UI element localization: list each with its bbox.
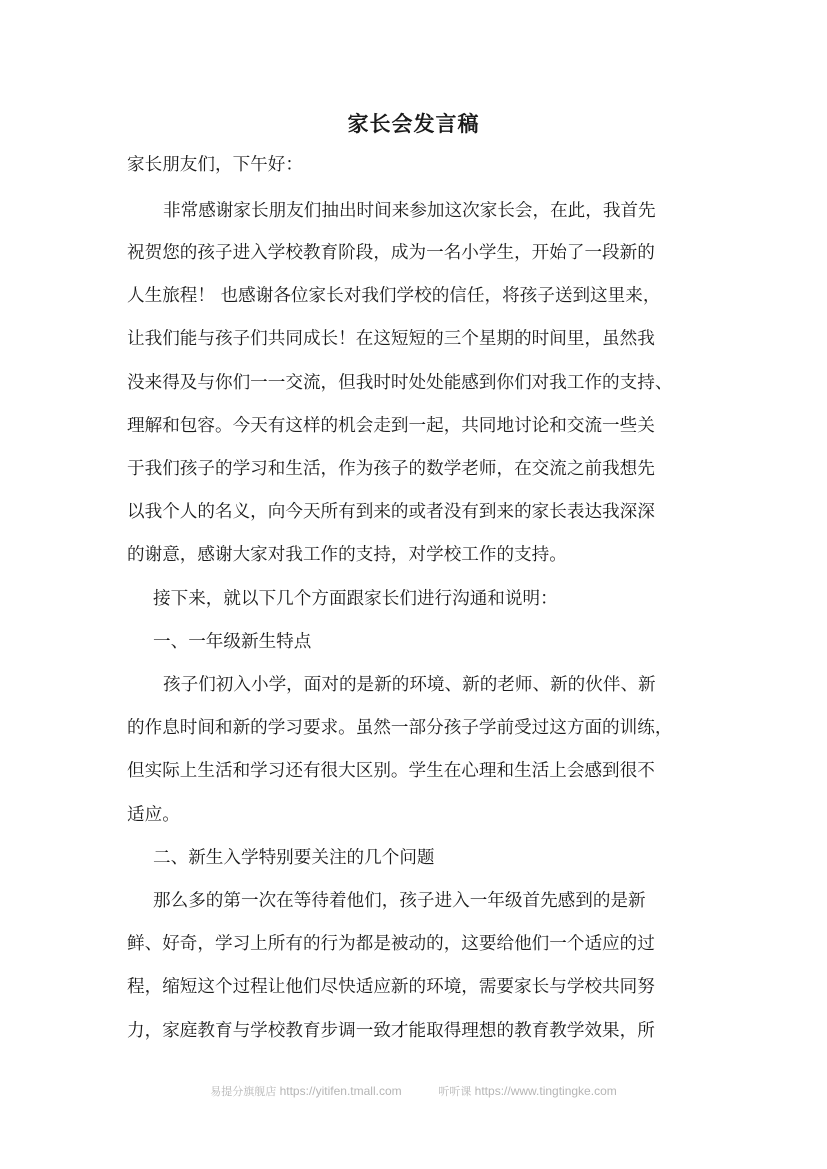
paragraph-line: 接下来，就以下几个方面跟家长们进行沟通和说明：	[153, 589, 558, 609]
paragraph-line: 理解和包容。今天有这样的机会走到一起，共同地讨论和交流一些关	[127, 416, 655, 436]
footer-shop2-link[interactable]: https://www.tingtingke.com	[474, 1084, 617, 1098]
paragraph-line: 的作息时间和新的学习要求。虽然一部分孩子学前受过这方面的训练，	[127, 718, 673, 738]
paragraph-line: 于我们孩子的学习和生活，作为孩子的数学老师，在交流之前我想先	[127, 459, 655, 479]
paragraph-line: 适应。	[127, 805, 180, 825]
paragraph-line: 人生旅程！ 也感谢各位家长对我们学校的信任，将孩子送到这里来，	[127, 286, 661, 306]
paragraph-line: 力，家庭教育与学校教育步调一致才能取得理想的教育教学效果，所	[127, 1021, 655, 1041]
paragraph-line: 让我们能与孩子们共同成长！在这短短的三个星期的时间里，虽然我	[127, 329, 655, 349]
section-heading: 二、新生入学特别要关注的几个问题	[153, 848, 435, 868]
greeting: 家长朋友们，下午好：	[127, 155, 303, 175]
footer-shop1-name: 易提分旗舰店	[210, 1085, 277, 1098]
paragraph-line: 祝贺您的孩子进入学校教育阶段，成为一名小学生，开始了一段新的	[127, 243, 655, 263]
paragraph-line: 但实际上生活和学习还有很大区别。学生在心理和生活上会感到很不	[127, 761, 655, 781]
paragraph-line: 非常感谢家长朋友们抽出时间来参加这次家长会，在此，我首先	[163, 201, 656, 221]
footer-shop1-link[interactable]: https://yitifen.tmall.com	[279, 1084, 402, 1098]
paragraph-line: 没来得及与你们一一交流，但我时时处处能感到你们对我工作的支持、	[127, 373, 673, 393]
section-heading: 一、一年级新生特点	[153, 632, 312, 652]
document-title: 家长会发言稿	[347, 111, 480, 136]
footer-shop2-name: 听听课	[438, 1085, 472, 1098]
paragraph-line: 那么多的第一次在等待着他们，孩子进入一年级首先感到的是新	[153, 891, 646, 911]
paragraph-line: 孩子们初入小学，面对的是新的环境、新的老师、新的伙伴、新	[163, 675, 656, 695]
paragraph-line: 以我个人的名义，向今天所有到来的或者没有到来的家长表达我深深	[127, 502, 655, 522]
footer	[0, 1083, 827, 1099]
paragraph-line: 的谢意，感谢大家对我工作的支持，对学校工作的支持。	[127, 545, 567, 565]
paragraph-line: 程，缩短这个过程让他们尽快适应新的环境，需要家长与学校共同努	[127, 977, 655, 997]
paragraph-line: 鲜、好奇，学习上所有的行为都是被动的，这要给他们一个适应的过	[127, 934, 655, 954]
